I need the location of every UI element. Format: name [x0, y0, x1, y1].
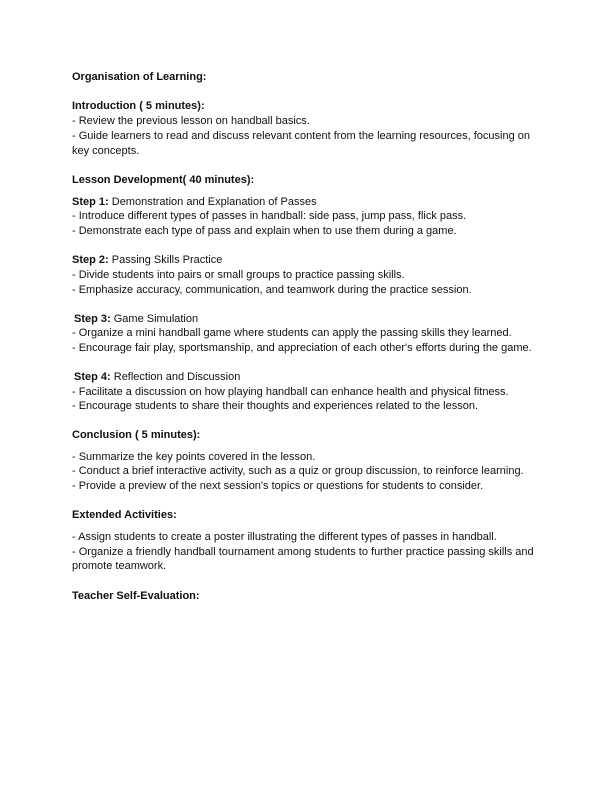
- list-item: - Divide students into pairs or small groups to practice passing skills.: [72, 269, 405, 281]
- conclusion-heading: Conclusion ( 5 minutes):: [72, 429, 201, 441]
- list-item: - Provide a preview of the next session's topics or questions for students to consider.: [72, 480, 484, 492]
- step-title: Demonstration and Explanation of Passes: [108, 196, 317, 208]
- list-item: - Review the previous lesson on handball basics.: [72, 115, 310, 127]
- list-item: - Facilitate a discussion on how playing handball can enhance health and physical fitness.: [72, 386, 509, 398]
- list-item: - Encourage fair play, sportsmanship, and appreciation of each other's efforts during the game.: [72, 342, 532, 354]
- step-title: Reflection and Discussion: [110, 371, 241, 383]
- list-item: key concepts.: [72, 145, 140, 157]
- list-item: - Assign students to create a poster illustrating the different types of passes in handball.: [72, 531, 497, 543]
- step-label: Step 2:: [72, 254, 109, 266]
- self-evaluation-heading: Teacher Self-Evaluation:: [72, 590, 200, 602]
- step-title: Passing Skills Practice: [108, 254, 223, 266]
- step-title: Game Simulation: [110, 313, 199, 325]
- step-2-title: [72, 253, 222, 267]
- step-label: Step 1:: [72, 196, 109, 208]
- step-3-title: [74, 312, 198, 326]
- list-item: - Emphasize accuracy, communication, and teamwork during the practice session.: [72, 284, 472, 296]
- list-item: - Summarize the key points covered in the lesson.: [72, 451, 316, 463]
- organisation-heading: Organisation of Learning:: [72, 71, 207, 83]
- list-item: - Organize a friendly handball tournament among students to further practice passing skills and: [72, 546, 534, 558]
- step-label: Step 3:: [74, 313, 111, 325]
- list-item: - Guide learners to read and discuss relevant content from the learning resources, focusing on: [72, 130, 530, 142]
- list-item: - Introduce different types of passes in handball: side pass, jump pass, flick pass.: [72, 210, 467, 222]
- step-1-title: [72, 195, 317, 209]
- list-item: - Organize a mini handball game where students can apply the passing skills they learned.: [72, 327, 512, 339]
- development-heading: Lesson Development( 40 minutes):: [72, 174, 255, 186]
- step-4-title: [74, 370, 240, 384]
- list-item: promote teamwork.: [72, 560, 167, 572]
- introduction-heading: Introduction ( 5 minutes):: [72, 100, 205, 112]
- list-item: - Conduct a brief interactive activity, such as a quiz or group discussion, to reinforce learning.: [72, 465, 524, 477]
- step-label: Step 4:: [74, 371, 111, 383]
- list-item: - Demonstrate each type of pass and explain when to use them during a game.: [72, 225, 457, 237]
- list-item: - Encourage students to share their thoughts and experiences related to the lesson.: [72, 400, 479, 412]
- extended-heading: Extended Activities:: [72, 509, 177, 521]
